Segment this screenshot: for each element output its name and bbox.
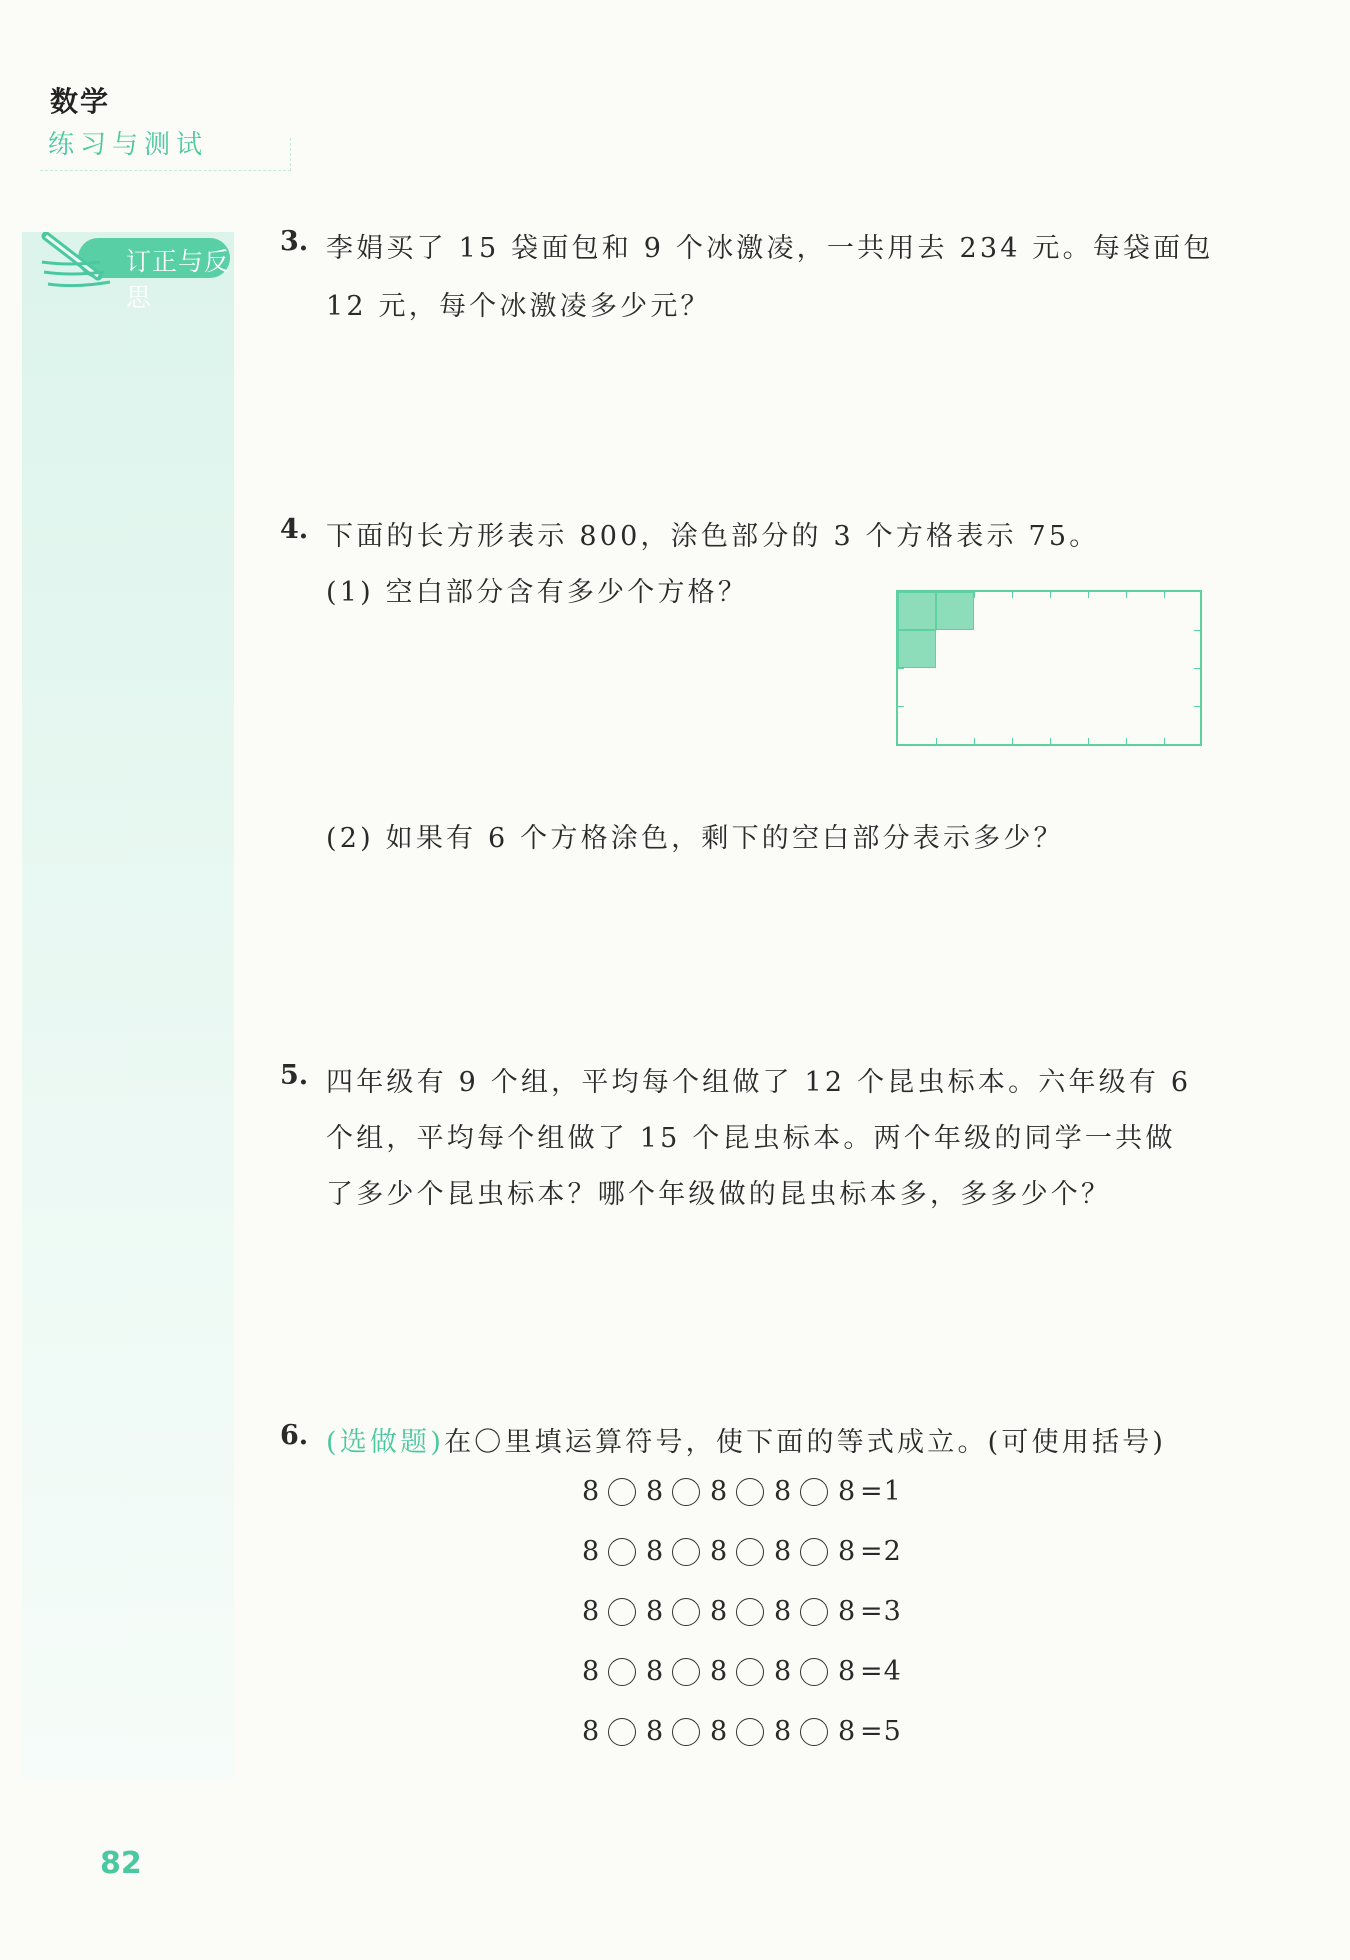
grid-tick <box>1194 630 1200 631</box>
grid-tick <box>936 738 937 744</box>
rectangle-figure <box>896 590 1202 746</box>
grid-tick <box>1194 706 1200 707</box>
grid-tick <box>1012 738 1013 744</box>
q4-stem: 下面的长方形表示 800，涂色部分的 3 个方格表示 75。 <box>326 521 1100 552</box>
q4-number: 4. <box>280 514 309 545</box>
correction-badge <box>40 232 235 312</box>
book-series: 练习与测试 <box>48 130 209 160</box>
book-subject: 数学 <box>50 85 111 118</box>
shaded-cell <box>898 630 936 668</box>
grid-tick <box>898 706 904 707</box>
operator-circle[interactable] <box>672 1538 700 1566</box>
grid-tick <box>898 630 904 631</box>
optional-tag: (选做题) <box>326 1427 445 1458</box>
shaded-cell <box>936 592 974 630</box>
grid-tick <box>898 668 904 669</box>
equation-result: =2 <box>860 1536 902 1567</box>
operator-circle[interactable] <box>672 1718 700 1746</box>
operator-circle[interactable] <box>800 1478 828 1506</box>
reflection-sidebar <box>22 232 234 1780</box>
q4-part1: (1) 空白部分含有多少个方格？ <box>326 577 749 608</box>
operator-circle[interactable] <box>608 1718 636 1746</box>
q6-stem <box>326 1420 1236 1459</box>
q3-line2: 12 元，每个冰激凌多少元？ <box>326 291 711 322</box>
operator-circle[interactable] <box>800 1598 828 1626</box>
q5-line3: 了多少个昆虫标本？哪个年级做的昆虫标本多，多多少个？ <box>326 1179 1112 1210</box>
grid-tick <box>974 738 975 744</box>
grid-tick <box>936 592 937 598</box>
grid-tick <box>1050 592 1051 598</box>
operator-circle[interactable] <box>672 1478 700 1506</box>
operator-circle[interactable] <box>608 1538 636 1566</box>
operator-circle[interactable] <box>736 1538 764 1566</box>
operator-circle[interactable] <box>608 1598 636 1626</box>
operator-circle[interactable] <box>736 1718 764 1746</box>
equation-row: 8 8 8 8 8 =1 <box>582 1476 902 1507</box>
operator-circle[interactable] <box>672 1598 700 1626</box>
grid-tick <box>1088 592 1089 598</box>
equation-result: =3 <box>860 1596 902 1627</box>
equation-result: =5 <box>860 1716 902 1747</box>
q5-line1: 四年级有 9 个组，平均每个组做了 12 个昆虫标本。六年级有 6 <box>326 1067 1192 1098</box>
grid-tick <box>1088 738 1089 744</box>
grid-tick <box>1164 592 1165 598</box>
operator-circle[interactable] <box>800 1538 828 1566</box>
grid-tick <box>974 592 975 598</box>
operator-circle[interactable] <box>608 1658 636 1686</box>
equation-row: 8 8 8 8 8 =2 <box>582 1536 902 1567</box>
q3-line1: 李娟买了 15 袋面包和 9 个冰激凌，一共用去 234 元。每袋面包 <box>326 233 1214 264</box>
page-number: 82 <box>100 1846 142 1881</box>
q6-number: 6. <box>280 1420 309 1451</box>
q3-number: 3. <box>280 226 309 257</box>
grid-tick <box>1126 738 1127 744</box>
equation-result: =4 <box>860 1656 902 1687</box>
equation-row: 8 8 8 8 8 =5 <box>582 1716 902 1747</box>
operator-circle[interactable] <box>736 1598 764 1626</box>
q4-part2: (2) 如果有 6 个方格涂色，剩下的空白部分表示多少？ <box>326 823 1064 854</box>
pencil-icon <box>40 232 120 298</box>
operator-circle[interactable] <box>736 1658 764 1686</box>
equation-result: =1 <box>860 1476 902 1507</box>
grid-tick <box>1194 668 1200 669</box>
grid-tick <box>1164 738 1165 744</box>
q5-number: 5. <box>280 1060 309 1091</box>
shaded-cell <box>898 592 936 630</box>
grid-tick <box>1050 738 1051 744</box>
operator-circle[interactable] <box>608 1478 636 1506</box>
q5-line2: 个组，平均每个组做了 15 个昆虫标本。两个年级的同学一共做 <box>326 1123 1176 1154</box>
equation-row: 8 8 8 8 8 =3 <box>582 1596 902 1627</box>
equation-row: 8 8 8 8 8 =4 <box>582 1656 902 1687</box>
operator-circle[interactable] <box>672 1658 700 1686</box>
grid-tick <box>1126 592 1127 598</box>
operator-circle[interactable] <box>800 1718 828 1746</box>
q6-text: 在〇里填运算符号，使下面的等式成立。(可使用括号) <box>444 1427 1167 1458</box>
operator-circle[interactable] <box>800 1658 828 1686</box>
badge-label: 订正与反思 <box>126 247 231 312</box>
grid-tick <box>1012 592 1013 598</box>
operator-circle[interactable] <box>736 1478 764 1506</box>
